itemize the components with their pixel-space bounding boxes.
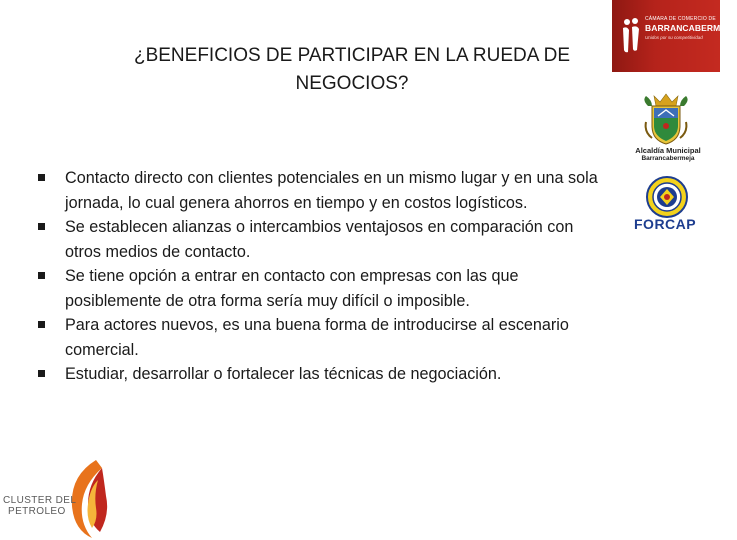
bullet-square-icon (38, 174, 45, 181)
bullet-square-icon (38, 321, 45, 328)
camara-comercio-logo (618, 14, 737, 62)
camara-line2: BARRANCABERMEJA (645, 23, 737, 33)
slide-title (110, 42, 594, 98)
title-line1: ¿BENEFICIOS DE PARTICIPAR EN LA RUEDA DE (133, 45, 571, 66)
list-item (38, 313, 598, 362)
title-line2: NEGOCIOS? (295, 73, 409, 94)
list-item-text: Contacto directo con clientes potenciales en un mismo lugar y en una sola jornada, lo cual genera ahorros en tiempo y en costos logísticos. (65, 169, 598, 212)
list-item-text: Estudiar, desarrollar o fortalecer las técnicas de negociación. (65, 365, 502, 383)
alcaldia-shield-icon (640, 92, 692, 146)
list-item (38, 166, 598, 215)
cluster-line1: CLUSTER DEL (3, 495, 77, 506)
list-item-text: Para actores nuevos, es una buena forma de introducirse al escenario comercial. (65, 316, 569, 359)
forcap-seal-icon (642, 176, 692, 218)
cluster-line2: PETROLEO (8, 506, 66, 517)
alcaldia-line2: Barrancabermeja (641, 155, 695, 162)
camara-line1: CÁMARA DE COMERCIO DE (645, 16, 716, 22)
camara-line3: Unidos por su competitividad (645, 35, 703, 40)
list-item-text: Se tiene opción a entrar en contacto con empresas con las que posiblemente de otra forma sería muy difícil o imposible. (65, 267, 519, 310)
list-item (38, 215, 598, 264)
list-item (38, 264, 598, 313)
alcaldia-line1: Alcaldía Municipal (635, 146, 701, 155)
benefits-list (38, 166, 598, 387)
bullet-square-icon (38, 272, 45, 279)
list-item-text: Se establecen alianzas o intercambios ventajosos en comparación con otros medios de contacto. (65, 218, 574, 261)
bullet-square-icon (38, 223, 45, 230)
list-item (38, 362, 598, 387)
camara-people-icon (620, 16, 642, 56)
forcap-wordmark: FORCAP (634, 216, 697, 232)
bullet-square-icon (38, 370, 45, 377)
